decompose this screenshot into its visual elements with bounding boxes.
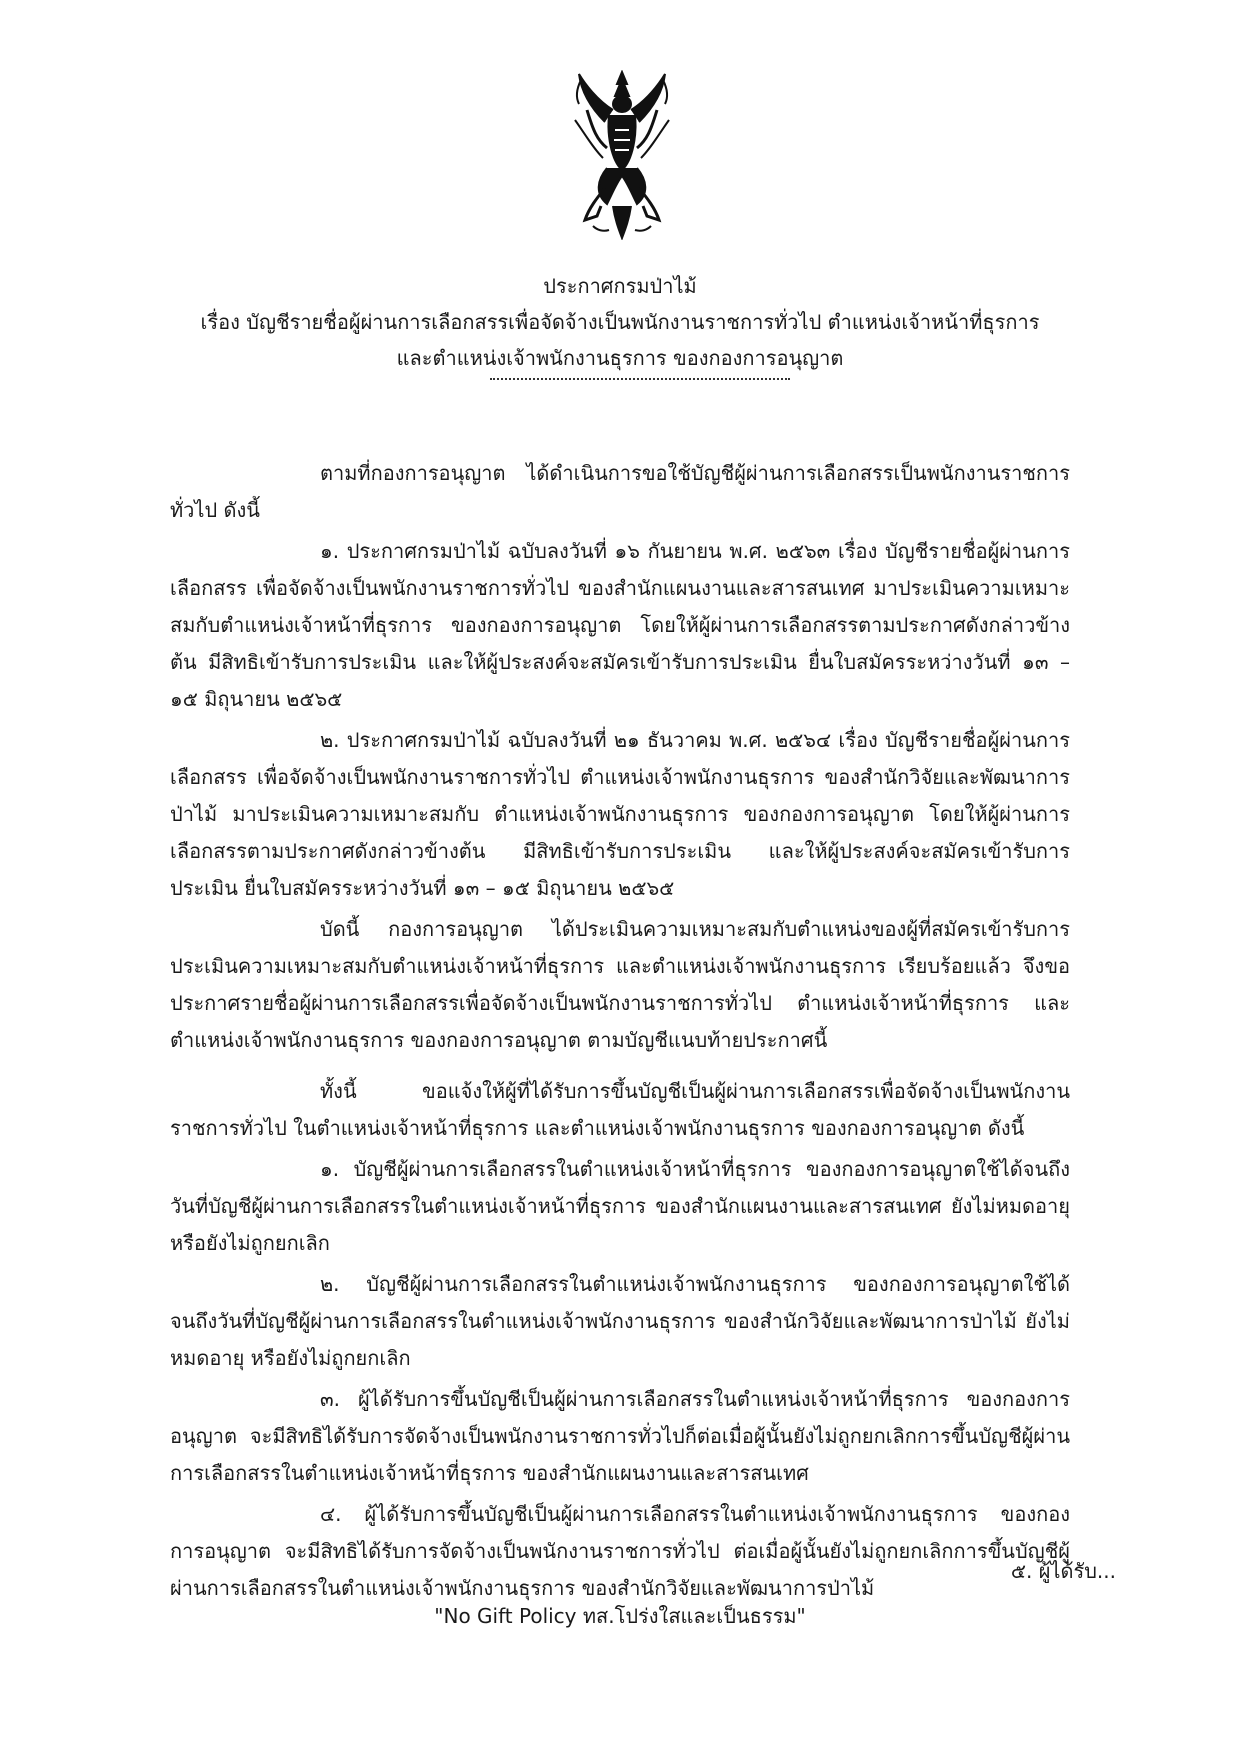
announcement-paragraph: บัดนี้ กองการอนุญาต ได้ประเมินความเหมาะสมกับตำแหน่งของผู้ที่สมัครเข้ารับการประเมินความเหมาะสมกับตำแหน่งเจ้าหน้าที่ธุรการ และตำแหน่งเจ้าพนักงานธุรการ เรียบร้อยแล้ว จึงขอประกาศรายชื่อผู้ผ่านการเลือกสรรเพื่อจัดจ้างเป็นพนักงานราชการทั่วไป ตำแหน่งเจ้าหน้าที่ธุรการ และตำแหน่งเจ้าพนักงานธุรการ ของกองการอนุญาต ตามบัญชีแนบท้ายประกาศนี้	[170, 917, 1070, 1052]
condition-item-4: ๔. ผู้ได้รับการขึ้นบัญชีเป็นผู้ผ่านการเลือกสรรในตำแหน่งเจ้าพนักงานธุรการ ของกองการอนุญาต จะมีสิทธิได้รับการจัดจ้างเป็นพนักงานราชการทั่วไป ต่อเมื่อผู้นั้นยังไม่ถูกยกเลิกการขึ้นบัญชีผู้ผ่านการเลือกสรรในตำแหน่งเจ้าพนักงานธุรการ ของสำนักวิจัยและพัฒนาการป่าไม้	[170, 1502, 1070, 1600]
document-title: ประกาศกรมป่าไม้	[543, 274, 697, 298]
dotted-separator	[490, 378, 790, 380]
continuation-marker: ๕. ผู้ได้รับ...	[1010, 1559, 1116, 1583]
condition-item-3: ๓. ผู้ได้รับการขึ้นบัญชีเป็นผู้ผ่านการเลือกสรรในตำแหน่งเจ้าหน้าที่ธุรการ ของกองการอนุญาต จะมีสิทธิได้รับการจัดจ้างเป็นพนักงานราชการทั่วไปก็ต่อเมื่อผู้นั้นยังไม่ถูกยกเลิกการขึ้นบัญชีผู้ผ่านการเลือกสรรในตำแหน่งเจ้าหน้าที่ธุรการ ของสำนักแผนงานและสารสนเทศ	[170, 1387, 1070, 1485]
intro-paragraph: ตามที่กองการอนุญาต ได้ดำเนินการขอใช้บัญชีผู้ผ่านการเลือกสรรเป็นพนักงานราชการทั่วไป ดังนี้	[170, 461, 1070, 522]
condition-item-1: ๑. บัญชีผู้ผ่านการเลือกสรรในตำแหน่งเจ้าหน้าที่ธุรการ ของกองการอนุญาตใช้ได้จนถึงวันที่บัญชีผู้ผ่านการเลือกสรรในตำแหน่งเจ้าหน้าที่ธุรการ ของสำนักแผนงานและสารสนเทศ ยังไม่หมดอายุ หรือยังไม่ถูกยกเลิก	[170, 1157, 1070, 1255]
condition-item-2: ๒. บัญชีผู้ผ่านการเลือกสรรในตำแหน่งเจ้าพนักงานธุรการ ของกองการอนุญาตใช้ได้จนถึงวันที่บัญชีผู้ผ่านการเลือกสรรในตำแหน่งเจ้าพนักงานธุรการ ของสำนักวิจัยและพัฒนาการป่าไม้ ยังไม่หมดอายุ หรือยังไม่ถูกยกเลิก	[170, 1272, 1070, 1370]
document-subject-line-1: เรื่อง บัญชีรายชื่อผู้ผ่านการเลือกสรรเพื่อจัดจ้างเป็นพนักงานราชการทั่วไป ตำแหน่งเจ้าหน้าที่ธุรการ	[200, 310, 1040, 334]
list-item-1: ๑. ประกาศกรมป่าไม้ ฉบับลงวันที่ ๑๖ กันยายน พ.ศ. ๒๕๖๓ เรื่อง บัญชีรายชื่อผู้ผ่านการเลือกสรร เพื่อจัดจ้างเป็นพนักงานราชการทั่วไป ของสำนักแผนงานและสารสนเทศ มาประเมินความเหมาะสมกับตำแหน่งเจ้าหน้าที่ธุรการ ของกองการอนุญาต โดยให้ผู้ผ่านการเลือกสรรตามประกาศดังกล่าวข้างต้น มีสิทธิเข้ารับการประเมิน และให้ผู้ประสงค์จะสมัครเข้ารับการประเมิน ยื่นใบสมัครระหว่างวันที่ ๑๓ – ๑๕ มิถุนายน ๒๕๖๕	[170, 539, 1070, 711]
garuda-emblem-icon	[567, 70, 677, 240]
footer-slogan: "No Gift Policy ทส.โปร่งใสและเป็นธรรม"	[434, 1604, 806, 1628]
notice-paragraph: ทั้งนี้ ขอแจ้งให้ผู้ที่ได้รับการขึ้นบัญชีเป็นผู้ผ่านการเลือกสรรเพื่อจัดจ้างเป็นพนักงานราชการทั่วไป ในตำแหน่งเจ้าหน้าที่ธุรการ และตำแหน่งเจ้าพนักงานธุรการ ของกองการอนุญาต ดังนี้	[170, 1079, 1070, 1140]
list-item-2: ๒. ประกาศกรมป่าไม้ ฉบับลงวันที่ ๒๑ ธันวาคม พ.ศ. ๒๕๖๔ เรื่อง บัญชีรายชื่อผู้ผ่านการเลือกสรร เพื่อจัดจ้างเป็นพนักงานราชการทั่วไป ตำแหน่งเจ้าพนักงานธุรการ ของสำนักวิจัยและพัฒนาการป่าไม้ มาประเมินความเหมาะสมกับ ตำแหน่งเจ้าพนักงานธุรการ ของกองการอนุญาต โดยให้ผู้ผ่านการเลือกสรรตามประกาศดังกล่าวข้างต้น มีสิทธิเข้ารับการประเมิน และให้ผู้ประสงค์จะสมัครเข้ารับการประเมิน ยื่นใบสมัครระหว่างวันที่ ๑๓ – ๑๕ มิถุนายน ๒๕๖๕	[170, 728, 1070, 900]
document-subject-line-2: และตำแหน่งเจ้าพนักงานธุรการ ของกองการอนุญาต	[396, 346, 844, 370]
document-body	[170, 455, 1070, 1611]
